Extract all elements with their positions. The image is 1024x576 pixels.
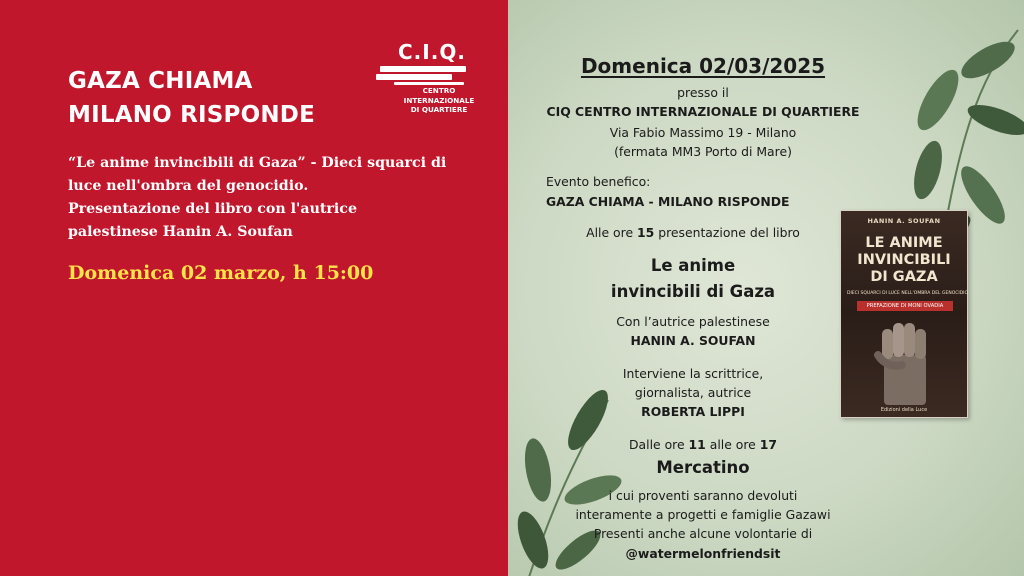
market-from: 11 <box>688 437 706 452</box>
book-title-line-2: invincibili di Gaza <box>610 282 776 301</box>
speaker-name: ROBERTA LIPPI <box>641 404 745 419</box>
time-pre: Alle ore <box>586 225 638 240</box>
title-line-1: GAZA CHIAMA <box>68 68 253 94</box>
time-hour: 15 <box>637 225 655 240</box>
logo-sub-line: DI QUARTIERE <box>410 105 468 114</box>
book-cover <box>840 210 968 418</box>
desc-line: palestinese Hanin A. Soufan <box>68 224 293 240</box>
left-panel <box>0 0 508 576</box>
book-cover-subtitle: DIECI SQUARCI DI LUCE NELL'OMBRA DEL GENOCIDIO <box>847 291 969 296</box>
book-cover-author: HANIN A. SOUFAN <box>867 217 941 225</box>
event-name: GAZA CHIAMA - MILANO RISPONDE <box>546 194 790 209</box>
logo-sub-line: INTERNAZIONALE <box>403 95 475 105</box>
book-cover-title-line: DI GAZA <box>870 269 938 285</box>
market-pre: Dalle ore <box>629 437 689 452</box>
instagram-handle: @watermelonfriendsit <box>625 546 781 561</box>
logo-sub-line: CENTRO <box>422 86 456 95</box>
speaker-line-1: Interviene la scrittrice, <box>622 366 764 381</box>
event-label: Evento benefico: <box>546 174 651 189</box>
presentation-time <box>508 225 878 240</box>
with-author: Con l’autrice palestinese <box>616 314 770 329</box>
ciq-logo <box>376 40 488 124</box>
logo-bar <box>394 82 464 85</box>
market-to: 17 <box>759 437 777 452</box>
presso-text: presso il <box>677 85 729 100</box>
event-date-left: Domenica 02 marzo, h 15:00 <box>68 262 374 284</box>
event-date: Domenica 02/03/2025 <box>580 54 826 78</box>
venue-metro: (fermata MM3 Porto di Mare) <box>614 144 792 159</box>
market-mid: alle ore <box>705 437 760 452</box>
title-line-2: MILANO RISPONDE <box>68 102 316 128</box>
desc-line: Presentazione del libro con l'autrice <box>68 201 357 217</box>
desc-line: “Le anime invincibili di Gaza” - Dieci squarci di <box>68 155 447 171</box>
time-post: presentazione del libro <box>654 225 800 240</box>
market-line-2: interamente a progetti e famiglie Gazawi <box>575 507 831 522</box>
logo-bar <box>380 66 466 72</box>
author-name: HANIN A. SOUFAN <box>630 333 756 348</box>
right-panel <box>508 0 1024 576</box>
book-cover-publisher: Edizioni della Luce <box>880 407 928 413</box>
venue-name: CIQ CENTRO INTERNAZIONALE DI QUARTIERE <box>546 104 860 119</box>
book-cover-title <box>841 235 967 286</box>
speaker-line-2: giornalista, autrice <box>634 385 752 400</box>
logo-subtitle <box>396 86 482 115</box>
event-title <box>68 64 315 132</box>
book-title-line-1: Le anime <box>650 256 736 275</box>
book-cover-title-line: LE ANIME <box>865 235 943 251</box>
market-time <box>518 437 888 452</box>
book-cover-preface: PREFAZIONE DI MONI OVADIA <box>857 301 953 311</box>
book-cover-title-line: INVINCIBILI <box>857 252 951 268</box>
market-line-1: i cui proventi saranno devoluti <box>608 488 798 503</box>
desc-line: luce nell'ombra del genocidio. <box>68 178 309 194</box>
venue-address: Via Fabio Massimo 19 - Milano <box>609 125 797 140</box>
market-line-3: Presenti anche alcune volontarie di <box>593 526 813 541</box>
event-description <box>68 152 468 244</box>
raised-fist-icon <box>870 315 940 405</box>
logo-text: C.I.Q. <box>398 40 466 64</box>
logo-bar <box>376 74 452 80</box>
market-title: Mercatino <box>656 458 750 477</box>
